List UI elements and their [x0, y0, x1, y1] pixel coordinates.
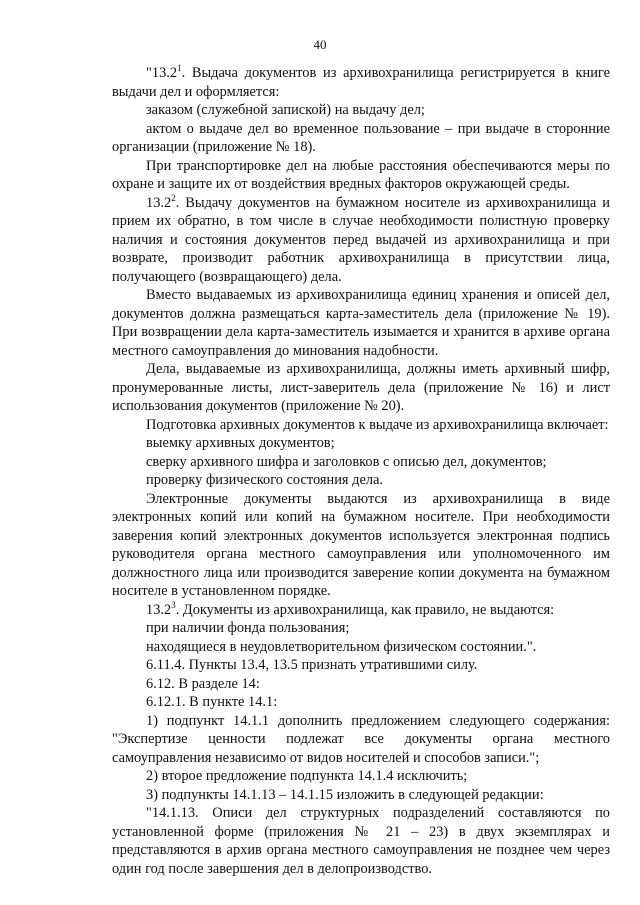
paragraph: 2) второе предложение подпункта 14.1.4 исключить; [146, 768, 468, 784]
paragraph: Электронные документы выдаются из архивохранилища в виде электронных копий или копий на бумажном носителе. При необходимости заверения копий электронных документов используется электронная подпись руководителя органа местного самоуправления или уполномоченного им должностного лица или производится заверение копии документа на бумажном носителе в установленном порядке. [112, 490, 610, 599]
paragraph: Подготовка архивных документов к выдаче из архивохранилища включает: [146, 416, 609, 433]
list-item: проверку физического состояния дела. [146, 472, 384, 488]
list-item: выемку архивных документов; [146, 435, 335, 451]
paragraph: Дела, выдаваемые из архивохранилища, должны иметь архивный шифр, пронумерованные листы, лист-заверитель дела (приложение № 16) и лист использования документов (приложение № 20). [112, 361, 610, 414]
paragraph-13-2-3: 13.2$^3$. Документы из архивохранилища, как правило, не выдаются: [146, 599, 555, 618]
list-item: заказом (служебной запиской) на выдачу дел; [146, 102, 425, 118]
paragraph: 6.11.4. Пункты 13.4, 13.5 признать утратившими силу. [146, 657, 478, 673]
paragraph: "14.1.13. Описи дел структурных подразделений составляются по установленной форме (приложения № 21 – 23) в двух экземплярах и представляются в архив органа местного самоуправления не позднее чем через один год после завершения дел в делопроизводство. [112, 805, 610, 877]
list-item: актом о выдаче дел во временное пользование – при выдаче в сторонние организации (приложение № 18). [112, 120, 610, 155]
document-body [112, 64, 610, 878]
page-number: 40 [313, 37, 327, 52]
paragraph: Вместо выдаваемых из архивохранилища единиц хранения и описей дел, документов должна размещаться карта-заместитель дела (приложение № 19). При возвращении дела карта-заместитель изымается и хранится в архиве органа местного самоуправления до минования надобности. [112, 287, 610, 359]
paragraph: 1) подпункт 14.1.1 дополнить предложением следующего содержания: "Экспертизе ценности подлежат все документы органа местного самоуправления независимо от видов носителей и способов записи."; [112, 712, 610, 766]
list-item: находящиеся в неудовлетворительном физическом состоянии.". [146, 638, 537, 655]
paragraph: При транспортировке дел на любые расстояния обеспечиваются меры по охране и защите их от воздействия вредных факторов окружающей среды. [112, 157, 610, 192]
paragraph: 6.12. В разделе 14: [146, 675, 260, 692]
list-item: сверку архивного шифра и заголовков с описью дел, документов; [146, 453, 547, 470]
paragraph-13-2-2: 13.2$^2$. Выдачу документов на бумажном носителе из архивохранилища и прием их обратно, в том числе в случае необходимости полистную проверку наличия и состояния документов перед выдачей из архивохранилища и при возврате, производит работник архивохранилища в присутствии лица, получающего (возвращающего) дела. [112, 192, 610, 285]
paragraph-13-2-1: "13.2$^1$. Выдача документов из архивохранилища регистрируется в книге выдачи дел и оформляется: [112, 63, 610, 100]
list-item: при наличии фонда пользования; [146, 620, 350, 636]
paragraph: 3) подпункты 14.1.13 – 14.1.15 изложить в следующей редакции: [146, 786, 544, 803]
paragraph: 6.12.1. В пункте 14.1: [146, 694, 278, 710]
